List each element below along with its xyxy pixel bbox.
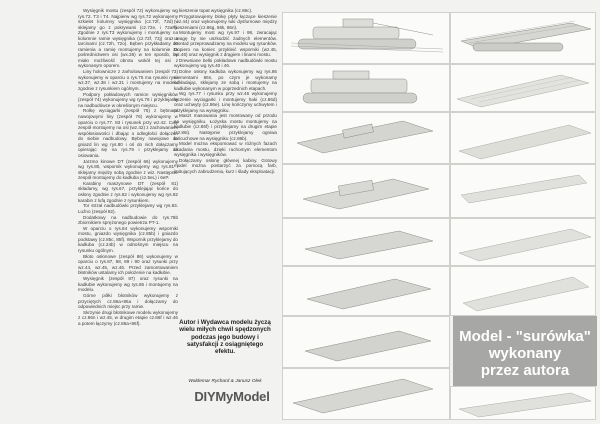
paragraph: Montujemy most wg rys.97 i 98, zwracając uwagę by nie uszkodzić żadnych elementów. Montaż przeprowadzamy na modelu wg rysunków. Dopiero na koniec przykleić wsporniki (wz.45, wz.46) oraz wysięgnik z drągiem i linami mostu. <box>174 30 277 58</box>
photo-13 <box>282 316 450 368</box>
paragraph: Wysięgnik (zespół 87) oraz rysunki na kadłubie wykonujemy wg rys.85 i montujemy na modelu. <box>78 276 178 293</box>
paragraph: Maszt masowania jest montowany od przodu na wysięgniku. Łożyska mostu montujemy na kadłubie (cz.86f) i przyklejamy na drugim etapie (cz.86i). Następnie przyklejamy ogniwa łańcuchowe na wysięgniku (cz.86b). <box>174 113 277 141</box>
paragraph: Wg rys.77 i rysunku przy wz.46 wykonujemy łączenie wyciągarki i montujemy haki (cz.86d) oraz uchwyty (cz.86e). Linę kończymy uchwytem i przyklejamy na wysięgniku. <box>174 91 277 113</box>
bridge-ramp-photo <box>451 113 595 163</box>
paragraph: Liny holownicze z zarholowaniem (zespół 73) wykonujemy w oparciu o rys.75 ma rysunki rysu wz.37, wz.38 i wz.31 i montujemy na modelu zgodnie z rysunkiem ogólnym. <box>78 69 178 91</box>
publisher-logo: DIYMyModel <box>194 389 270 404</box>
authors-line: Waldemar Rychard & Janusz Olek <box>188 379 262 384</box>
raw-model-photo <box>283 317 449 367</box>
photo-8 <box>450 164 596 218</box>
paragraph: Podpory pokładowych ramion wysięgników (zespół 74) wykonujemy wg rys.76 i przyklejamy na nadbudówce w określonym miejscu. <box>78 91 178 108</box>
panel-title-line-2: wykonany <box>488 345 562 362</box>
bridge-layer-rear-photo <box>451 13 595 63</box>
raw-model-bridge-photo <box>283 369 449 419</box>
bridge-span-photo <box>451 165 595 217</box>
photo-1 <box>282 12 450 64</box>
paragraph: Błoto osłonowe (zespół 86) wykonujemy w oparciu o rys.87, 88, 89 i 90 oraz rysunki przy wz.44, wz.45, wz.46. Przed zamontowaniem błotników ustalamy ich położenie na kadłubie. <box>78 253 178 276</box>
text-column-middle <box>174 8 277 318</box>
paragraph: Dołączamy osłonę głównej kabiny. Gotowy model można postarzyć za pomocą farb, imitujących zabrudzenia, kurz i ślady eksploatacji. <box>174 157 277 174</box>
photo-3 <box>282 64 450 112</box>
paragraph: Przygotowujemy blokę płyty łączące kieszenie (wz.44) oraz wykonujemy łuki dysfurnowe między kieszeniami (cz.86g, 86k, 86n). <box>174 13 277 30</box>
paragraph: Skrzynie drugi błotnikowe modelu wykonujemy z cz.86n i wz.45, w drugim etapie cz.86f i wz.46 a potem łączymy (cz.86a+86f). <box>78 309 178 326</box>
photo-5 <box>282 112 450 164</box>
raw-model-panel <box>453 316 597 386</box>
bridge-layer-raw-photo <box>451 387 595 419</box>
paragraph: Drewniane belki pokładowe nadbudówki mostu wykonujemy wg rys.40 i 46. <box>174 57 277 69</box>
photo-12 <box>450 266 596 316</box>
text-column-left <box>78 8 178 418</box>
photo-7 <box>282 164 450 218</box>
photo-4 <box>450 64 596 112</box>
bridge-layer-model-photo <box>283 13 449 63</box>
paragraph: Jarzmo kinowe DT (zespół 66) wykonujemy wg rys.80, wspornik wykonujemy wg rys.81 i sklejamy między sobą zgodnie z wiz. Następnie zespół montujemy do kadłuba (cz.5eL) i 6eP. <box>78 158 178 181</box>
paragraph: W oparciu o rys.84 wykonujemy wsporniki mostu, gniazdo wysięgnika (cz.85b) i gniazdo podstawy (cz.85c, 85f). Wspornik przyklejamy do kadłuba (cz.24b) w odnośnym miejscu na rysunku ogólnym. <box>78 225 178 254</box>
bridge-detail-photo <box>451 219 595 265</box>
paragraph: Dodatkowy na nadbudowie do rys.78b zbiornikiem sprężonego powietrza PT-1. <box>78 214 178 226</box>
paragraph: Karabiny maszynowe DT (zespół 81) składamy, wg rys.67, przyklejając końce do osłony zgodnie z rys.82 i wykonujemy wg rys.82 karabin z lufą zgodnie z rysunkiem. <box>78 180 178 203</box>
paragraph: kieszenie topat wysięgnika (cz.86c). <box>179 8 253 13</box>
photo-6 <box>450 112 596 164</box>
paragraph: Dolne osłony kadłuba wykonujemy wg rys.86 elementami 86n, po czym je wykonamy odkładając, sklejamy ze sobą i montujemy na kadłubie wykonanym w poprzednich etapach. <box>174 69 277 91</box>
photo-9 <box>282 218 450 266</box>
tank-side-photo <box>283 65 449 111</box>
photo-15 <box>450 386 596 420</box>
panel-title-line-1: Model - "surówka" <box>459 328 591 345</box>
paragraph: Wysięgnik mostu (zespół 72) wykonujemy wg rys.72. T3 i T4. Najpierw wg rys.72 wykonujemy szkielet kolumny wysięgnika (cz.72f, 72d) i sklejamy go z pokrywami (cz.72e, i 72aF). Zgodnie z rys.T3 wykonujemy i montujemy na kolumnie ramie wysięgnika (cz.72f, 72j) oraz z tarcinami (cz.72h, 72o). Bęben przykładamy do ramienia a ramię montujemy na kolumnie za pośrednictwem osi (wx.36) w ten sposób, by miało możliwość obrotu wokół tej osi z wykonanym oporem. <box>78 8 178 69</box>
photo-2 <box>450 12 596 64</box>
tank-angle-photo <box>283 165 449 217</box>
photo-14 <box>282 368 450 420</box>
panel-title-line-3: przez autora <box>480 362 570 379</box>
paragraph: Górne półki błotników wykonujemy z przyciętych cz.86a+86a i dołączamy do odpowiednich miejsc przy ramie. <box>78 292 178 310</box>
photo-10 <box>450 218 596 266</box>
paragraph: Rolkę wyciągarki (zespół 75) z bębnami nawojowymi liny (zespół 76) wykonujemy w oparciu o rys.77. 83 i rysunek przy wz.42. Cały zespół montujemy na osi (wz.42) z zachowaniem współosiowości i dbając o odległości dołączeń do siebie nadbudowy. Bębny nawojowe do gniazd lin wg rys.80 i oś do nich dołączamy opierając się na rys.79 i przyklejamy do osiowania. <box>78 108 178 158</box>
paragraph: Model można ekspomować w różnych fazach ukadania mostu, dzięki ruchomym elementom wysięgnika i wysięgników. <box>174 141 277 158</box>
tank-front-photo <box>283 267 449 315</box>
paragraph: Tor strzał nadbudówki przyklejamy wg rys.83. Luźno (zespół 82). <box>78 203 178 214</box>
hull-top-photo <box>283 113 449 163</box>
photo-11 <box>282 266 450 316</box>
bridge-deck-photo <box>451 65 595 111</box>
closing-note: Autor i Wydawca modelu życzą wielu miłych chwil spędzonych podczas jego budowy i satysfakcji z osiągniętego efektu. <box>179 319 271 356</box>
bridge-end-photo <box>451 267 595 315</box>
tank-model-photo <box>283 219 449 265</box>
